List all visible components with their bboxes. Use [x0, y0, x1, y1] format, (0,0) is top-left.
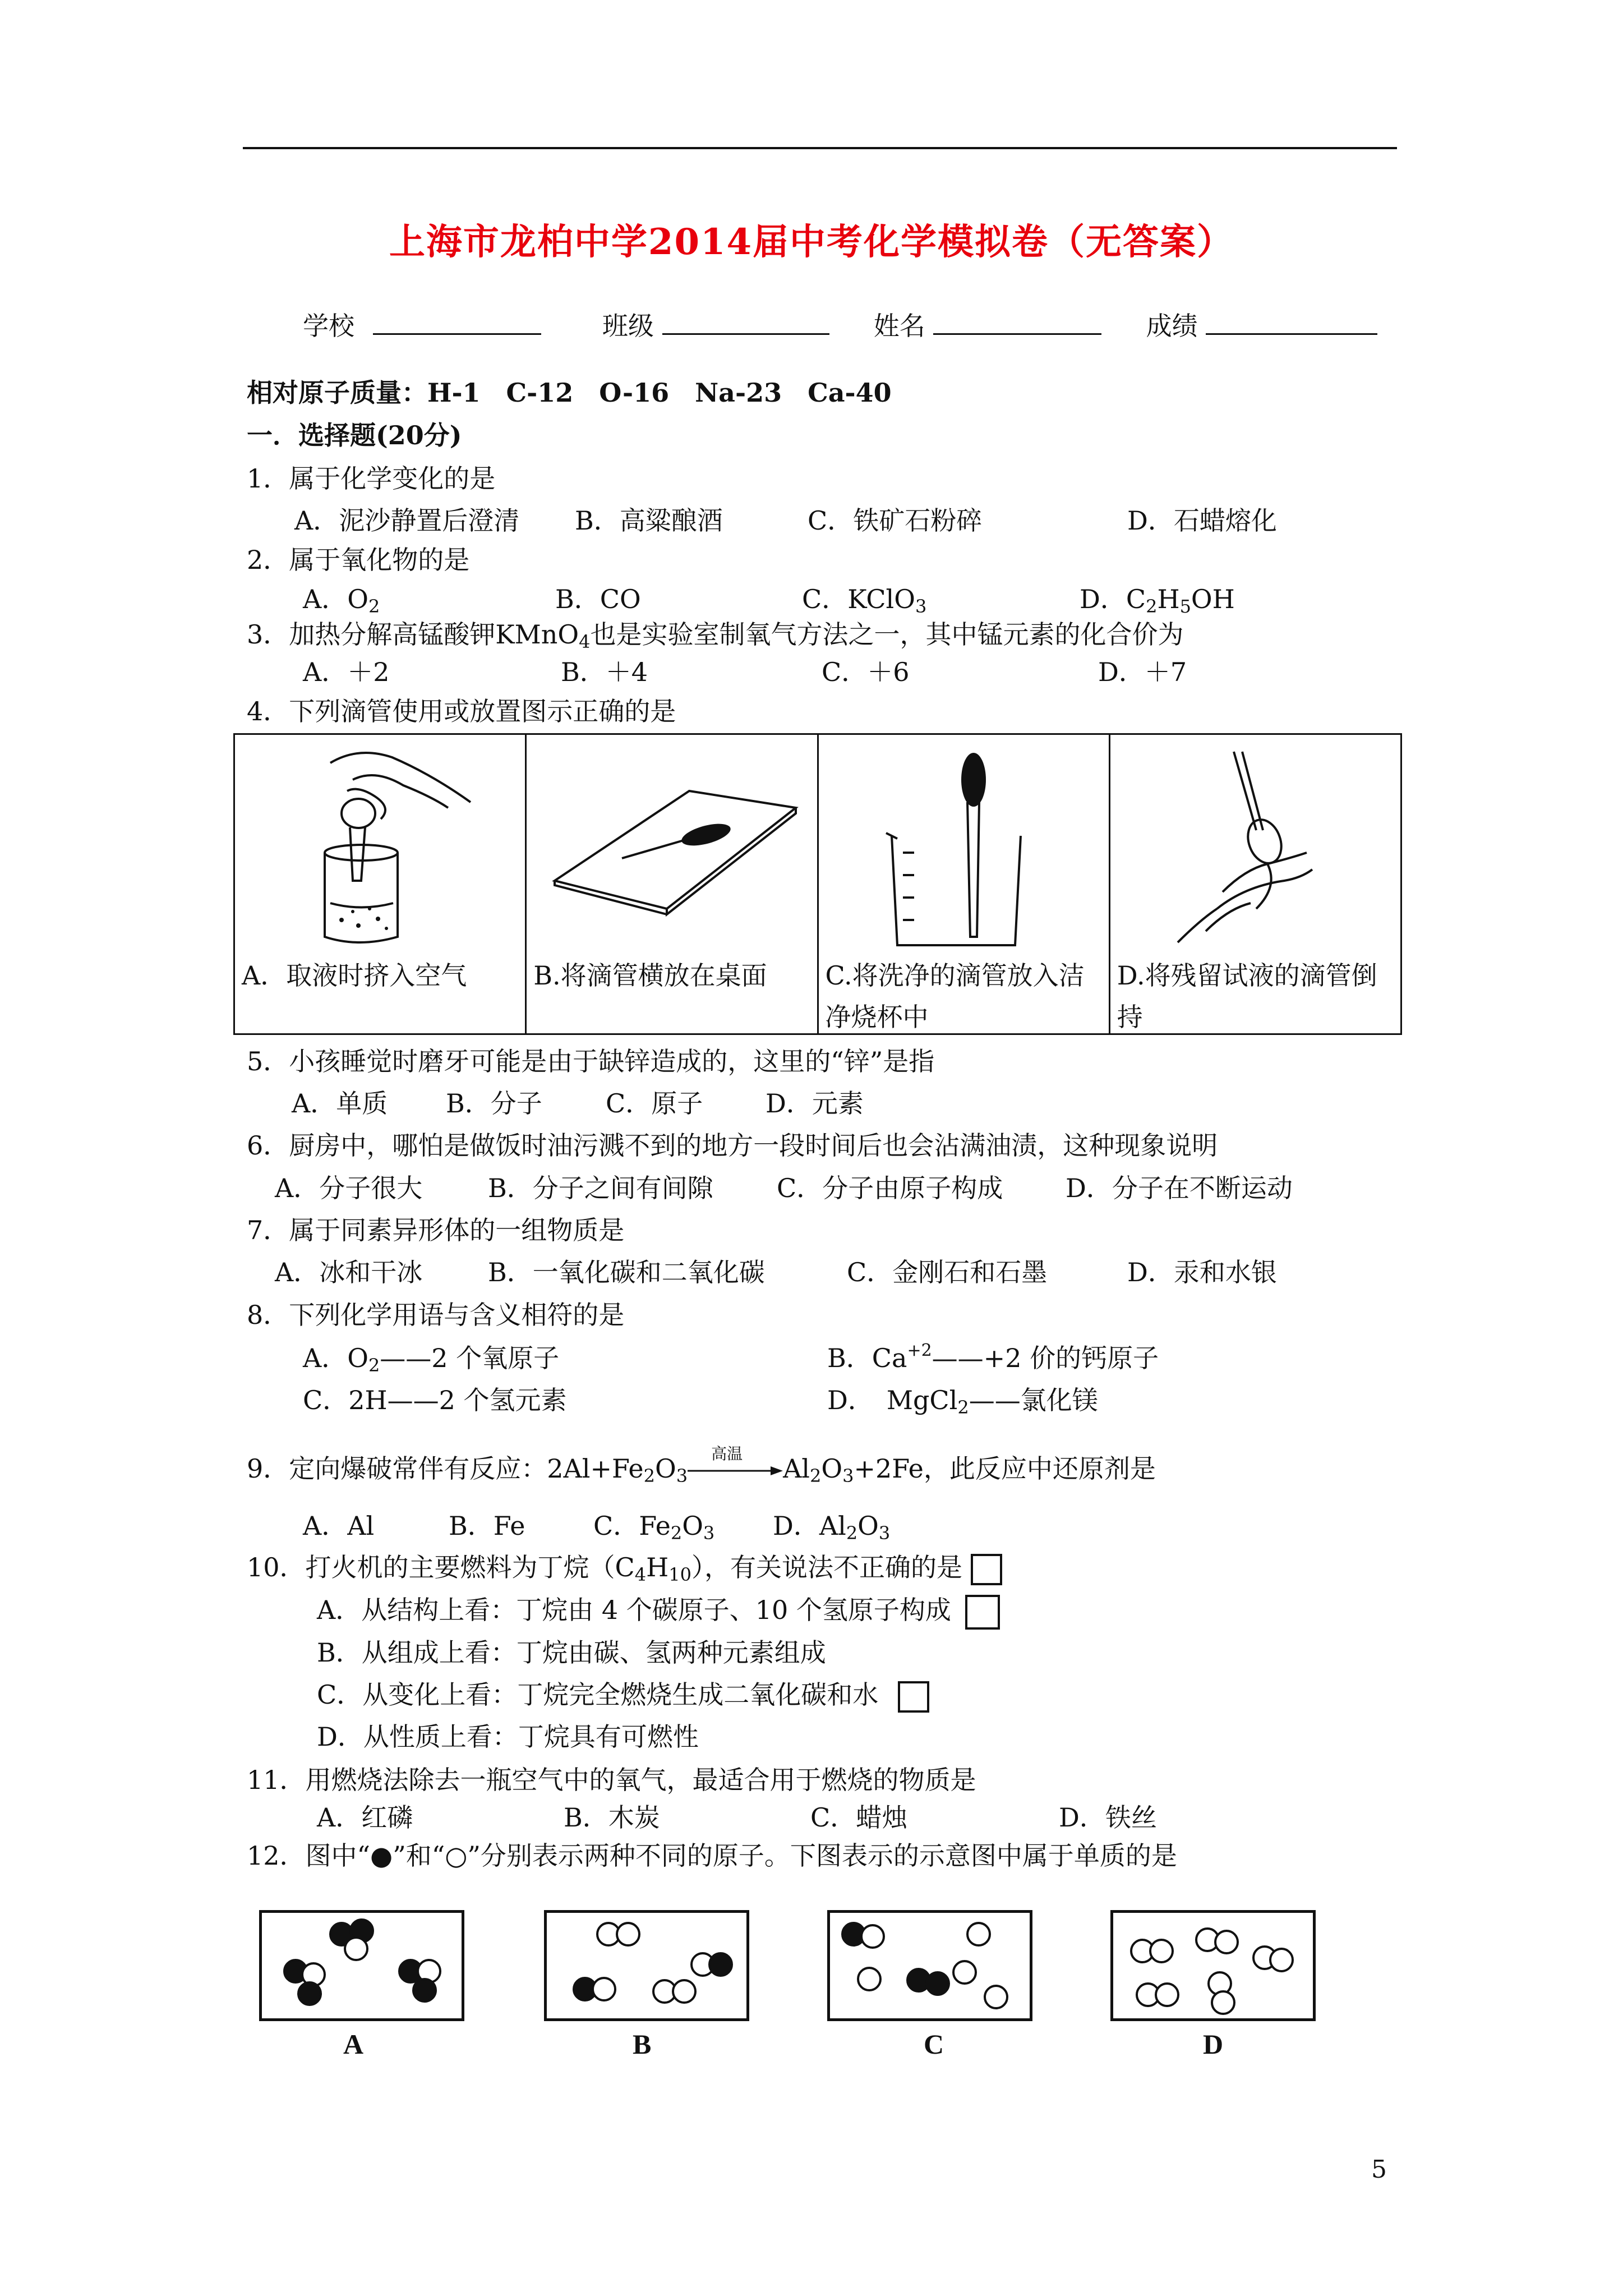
answer-box[interactable] — [898, 1681, 929, 1713]
class-label: 班级 — [602, 311, 654, 341]
section-heading: 一．选择题(20分) — [247, 420, 462, 450]
q6-option-c[interactable]: C．分子由原子构成 — [777, 1173, 1003, 1203]
answer-box[interactable] — [965, 1595, 1000, 1630]
q10-option-a[interactable]: A．从结构上看：丁烷由 4 个碳原子、10 个氢原子构成 — [317, 1594, 1000, 1630]
q4-cell-c[interactable] — [819, 735, 1110, 1033]
molecule-box-a[interactable] — [259, 1910, 464, 2021]
dropper-on-table-illustration — [538, 740, 807, 954]
q9-option-b[interactable]: B．Fe — [449, 1511, 525, 1541]
info-line — [303, 307, 1377, 342]
q4-caption-c: C.将洗净的滴管放入洁净烧杯中 — [825, 960, 1085, 1032]
name-label: 姓名 — [873, 311, 925, 341]
score-blank[interactable] — [1206, 307, 1377, 335]
q11-stem: 11．用燃烧法除去一瓶空气中的氧气，最适合用于燃烧的物质是 — [247, 1765, 976, 1795]
q4-figure-table — [233, 733, 1402, 1035]
q2-option-a[interactable]: A．$O_2$ — [303, 584, 380, 617]
q3-option-d[interactable]: D．＋7 — [1098, 657, 1187, 687]
q10-stem: 10．打火机的主要燃料为丁烷$(C_4H_{10})$，有关说法不正确的是 — [247, 1552, 1002, 1585]
q3-option-a[interactable]: A．＋2 — [303, 657, 390, 687]
q8-option-c[interactable]: C．2H——2 个氢元素 — [303, 1385, 567, 1415]
q8-option-d[interactable]: D． MgCl$_2$——氯化镁 — [827, 1385, 1098, 1418]
q10-option-d[interactable]: D．从性质上看：丁烷具有可燃性 — [317, 1722, 699, 1752]
reaction-arrow: 高温 — [688, 1460, 783, 1482]
q10-option-c[interactable]: C．从变化上看：丁烷完全燃烧生成二氧化碳和水 — [317, 1679, 929, 1713]
school-label: 学校 — [303, 311, 354, 341]
q9-option-d[interactable]: D．$Al_2O_3$ — [773, 1511, 891, 1544]
q1-option-d[interactable]: D．石蜡熔化 — [1127, 505, 1277, 536]
q1-option-c[interactable]: C．铁矿石粉碎 — [808, 505, 983, 536]
molecule-label-a: A — [343, 2028, 364, 2060]
q8-option-b[interactable]: B．$Ca^{+2}——+2$ 价的钙原子 — [827, 1341, 1159, 1373]
q6-stem: 6．厨房中，哪怕是做饭时油污溅不到的地方一段时间后也会沾满油渍，这种现象说明 — [247, 1130, 1218, 1161]
q1-stem: 1．属于化学变化的是 — [247, 463, 496, 494]
q7-stem: 7．属于同素异形体的一组物质是 — [247, 1215, 625, 1245]
molecule-box-b[interactable] — [544, 1910, 749, 2021]
q2-stem: 2．属于氧化物的是 — [247, 545, 470, 575]
q8-option-a[interactable]: A．$O_2——2$ 个氧原子 — [303, 1343, 560, 1376]
q9-option-c[interactable]: C．$Fe_2O_3$ — [593, 1511, 715, 1544]
molecule-label-c: C — [924, 2028, 944, 2060]
q9-stem: 9．定向爆破常伴有反应：$2Al+Fe_2O_3$ 高温 $Al_2O_3+2Fe$，此反应中还原剂是 — [247, 1444, 1156, 1487]
molecule-diagram-c — [830, 1913, 1030, 2018]
q6-option-b[interactable]: B．分子之间有间隙 — [488, 1173, 713, 1203]
q11-option-d[interactable]: D．铁丝 — [1059, 1802, 1157, 1833]
q5-stem: 5．小孩睡觉时磨牙可能是由于缺锌造成的，这里的“锌”是指 — [247, 1046, 935, 1076]
q4-caption-a: A．取液时挤入空气 — [242, 960, 467, 991]
q9-option-a[interactable]: A．Al — [303, 1511, 375, 1541]
q12-stem: 12．图中“●”和“○”分别表示两种不同的原子。下图表示的示意图中属于单质的是 — [247, 1841, 1177, 1871]
q5-option-a[interactable]: A．单质 — [292, 1088, 388, 1119]
page-number: 5 — [1371, 2155, 1387, 2184]
name-blank[interactable] — [933, 307, 1101, 335]
q5-option-b[interactable]: B．分子 — [446, 1088, 542, 1119]
q7-option-c[interactable]: C．金刚石和石墨 — [847, 1257, 1048, 1287]
molecule-box-d[interactable] — [1110, 1910, 1316, 2021]
molecule-box-c[interactable] — [827, 1910, 1032, 2021]
dropper-inverted-illustration — [1122, 740, 1391, 954]
q3-stem: 3．加热分解高锰酸钾KMnO$_4$也是实验室制氧气方法之一，其中锰元素的化合价为 — [247, 619, 1184, 652]
q1-option-b[interactable]: B．高粱酿酒 — [575, 505, 723, 536]
answer-box[interactable] — [971, 1554, 1002, 1585]
dropper-in-beaker-illustration — [830, 740, 1099, 954]
atomic-mass: 相对原子质量：H-1 C-12 O-16 Na-23 Ca-40 — [247, 378, 892, 408]
molecule-diagram-a — [262, 1913, 462, 2018]
q4-cell-a[interactable] — [235, 735, 527, 1033]
q6-option-a[interactable]: A．分子很大 — [275, 1173, 423, 1203]
molecule-label-d: D — [1203, 2028, 1224, 2060]
q7-option-d[interactable]: D．汞和水银 — [1127, 1257, 1277, 1287]
q7-option-b[interactable]: B．一氧化碳和二氧化碳 — [488, 1257, 765, 1287]
q2-option-c[interactable]: C．KClO$_3$ — [802, 584, 927, 617]
molecule-label-b: B — [633, 2028, 652, 2060]
q4-caption-d: D.将残留试液的滴管倒持 — [1117, 960, 1377, 1032]
q8-stem: 8．下列化学用语与含义相符的是 — [247, 1300, 625, 1330]
top-rule — [243, 147, 1397, 149]
q7-option-a[interactable]: A．冰和干冰 — [275, 1257, 423, 1287]
class-blank[interactable] — [662, 307, 829, 335]
q6-option-d[interactable]: D．分子在不断运动 — [1066, 1173, 1293, 1203]
molecule-diagram-b — [547, 1913, 746, 2018]
q4-cell-d[interactable] — [1110, 735, 1400, 1033]
q5-option-d[interactable]: D．元素 — [766, 1088, 864, 1119]
q3-option-c[interactable]: C．＋6 — [822, 657, 910, 687]
q4-cell-b[interactable] — [527, 735, 818, 1033]
q4-caption-b: B.将滴管横放在桌面 — [533, 960, 767, 991]
q11-option-c[interactable]: C．蜡烛 — [810, 1802, 908, 1833]
q4-stem: 4．下列滴管使用或放置图示正确的是 — [247, 696, 676, 726]
q5-option-c[interactable]: C．原子 — [606, 1088, 703, 1119]
dropper-squeeze-illustration — [246, 740, 515, 954]
q1-option-a[interactable]: A．泥沙静置后澄清 — [294, 505, 520, 536]
page-title: 上海市龙柏中学2014届中考化学模拟卷（无答案） — [389, 221, 1234, 263]
q3-option-b[interactable]: B．＋4 — [561, 657, 648, 687]
q2-option-b[interactable]: B．CO — [555, 584, 641, 614]
school-blank[interactable] — [373, 307, 541, 335]
q10-option-b[interactable]: B．从组成上看：丁烷由碳、氢两种元素组成 — [317, 1637, 826, 1668]
q11-option-b[interactable]: B．木炭 — [564, 1802, 660, 1833]
q2-option-d[interactable]: D．$C_2H_5OH$ — [1080, 584, 1235, 617]
molecule-diagram-d — [1113, 1913, 1313, 2018]
score-label: 成绩 — [1146, 311, 1198, 341]
q11-option-a[interactable]: A．红磷 — [317, 1802, 413, 1833]
